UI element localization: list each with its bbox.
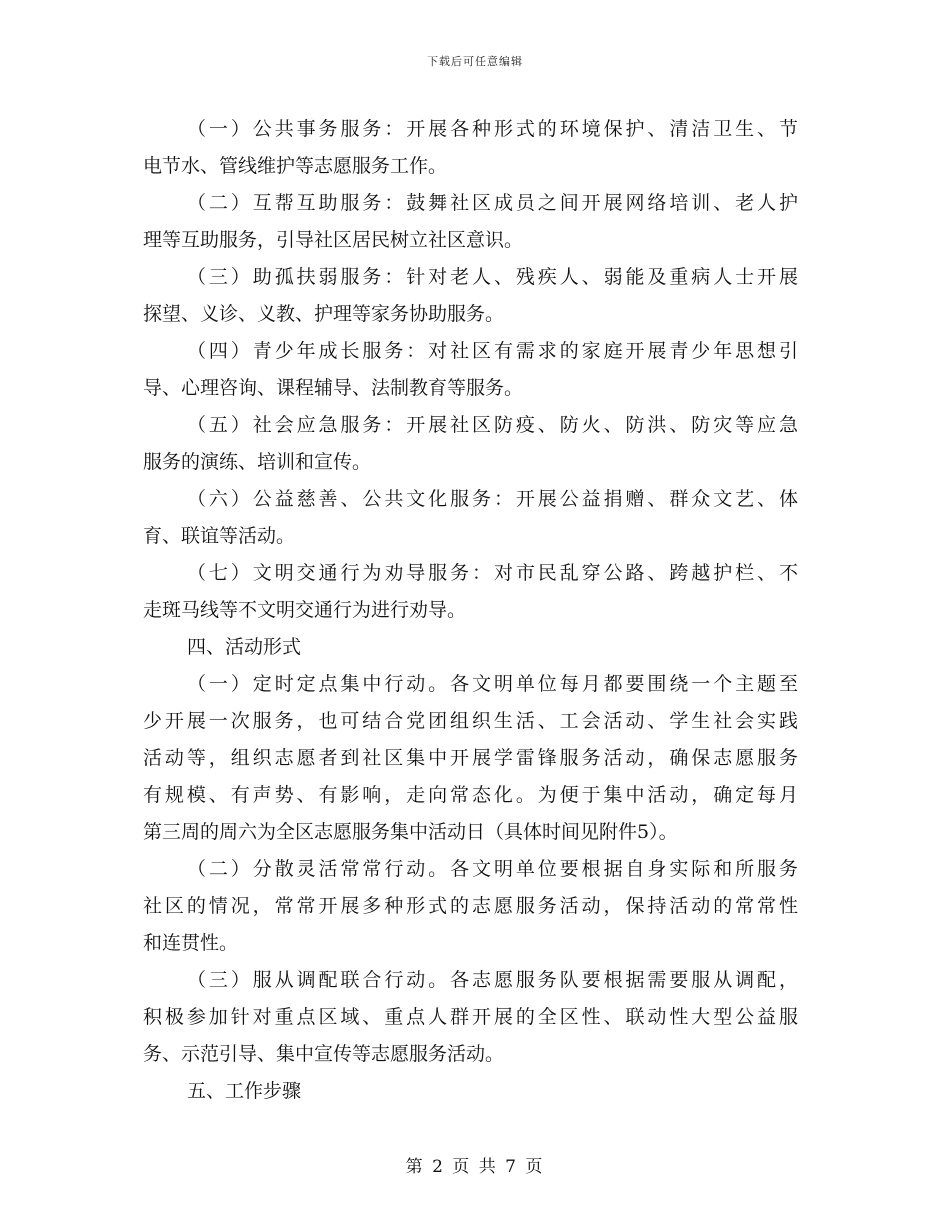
text-line: 有规模、有声势、有影响，走向常态化。为便于集中活动，确定每月 bbox=[143, 784, 798, 806]
paragraph-traffic bbox=[143, 555, 798, 629]
text-line: （三）服从调配联合行动。各志愿服务队要根据需要服从调配， bbox=[187, 969, 798, 991]
text-line: 第三周的周六为全区志愿服务集中活动日（具体时间见附件5）。 bbox=[143, 821, 678, 843]
paragraph-scheduled-action bbox=[143, 666, 798, 851]
paragraph-flexible-action bbox=[143, 851, 798, 962]
text-line: （二）互帮互助服务：鼓舞社区成员之间开展网络培训、老人护 bbox=[187, 192, 798, 214]
paragraph-mutual-aid bbox=[143, 185, 798, 259]
paragraph-youth-growth bbox=[143, 333, 798, 407]
paragraph-help-vulnerable bbox=[143, 259, 798, 333]
text-line: （五）社会应急服务：开展社区防疫、防火、防洪、防灾等应急 bbox=[187, 414, 798, 436]
text-line: 理等互助服务，引导社区居民树立社区意识。 bbox=[143, 229, 524, 251]
text-line: 导、心理咨询、课程辅导、法制教育等服务。 bbox=[143, 377, 524, 399]
text-line: （七）文明交通行为劝导服务：对市民乱穿公路、跨越护栏、不 bbox=[187, 562, 798, 584]
page-header: 下载后可任意编辑 bbox=[427, 55, 523, 68]
text-line: 和连贯性。 bbox=[143, 932, 239, 954]
paragraph-charity-culture bbox=[143, 481, 798, 555]
paragraph-public-affairs bbox=[143, 111, 798, 185]
text-line: 积极参加针对重点区域、重点人群开展的全区性、联动性大型公益服 bbox=[143, 1006, 798, 1028]
text-line: （一）定时定点集中行动。各文明单位每月都要围绕一个主题至 bbox=[187, 673, 798, 695]
text-line: （三）助孤扶弱服务：针对老人、残疾人、弱能及重病人士开展 bbox=[187, 266, 798, 288]
section-heading-activity-form: 四、活动形式 bbox=[187, 636, 302, 658]
document-body bbox=[143, 111, 798, 1110]
text-line: 育、联谊等活动。 bbox=[143, 525, 296, 547]
text-line: 社区的情况，常常开展多种形式的志愿服务活动，保持活动的常常性 bbox=[143, 895, 798, 917]
text-line: 走斑马线等不文明交通行为进行劝导。 bbox=[143, 599, 467, 621]
paragraph-joint-action bbox=[143, 962, 798, 1073]
text-line: 服务的演练、培训和宣传。 bbox=[143, 451, 372, 473]
text-line: 少开展一次服务，也可结合党团组织生活、工会活动、学生社会实践 bbox=[143, 710, 798, 732]
page-number: 第 2 页 共 7 页 bbox=[405, 1157, 545, 1177]
text-line: （二）分散灵活常常行动。各文明单位要根据自身实际和所服务 bbox=[187, 858, 798, 880]
text-line: 务、示范引导、集中宣传等志愿服务活动。 bbox=[143, 1043, 505, 1065]
text-line: （四）青少年成长服务：对社区有需求的家庭开展青少年思想引 bbox=[187, 340, 798, 362]
text-line: 探望、义诊、义教、护理等家务协助服务。 bbox=[143, 303, 505, 325]
section-heading-work-steps: 五、工作步骤 bbox=[187, 1080, 302, 1102]
text-line: （六）公益慈善、公共文化服务：开展公益捐赠、群众文艺、体 bbox=[187, 488, 798, 510]
text-line: （一）公共事务服务：开展各种形式的环境保护、清洁卫生、节 bbox=[187, 118, 798, 140]
text-line: 电节水、管线维护等志愿服务工作。 bbox=[143, 155, 448, 177]
paragraph-emergency bbox=[143, 407, 798, 481]
text-line: 活动等，组织志愿者到社区集中开展学雷锋服务活动，确保志愿服务 bbox=[143, 747, 798, 769]
